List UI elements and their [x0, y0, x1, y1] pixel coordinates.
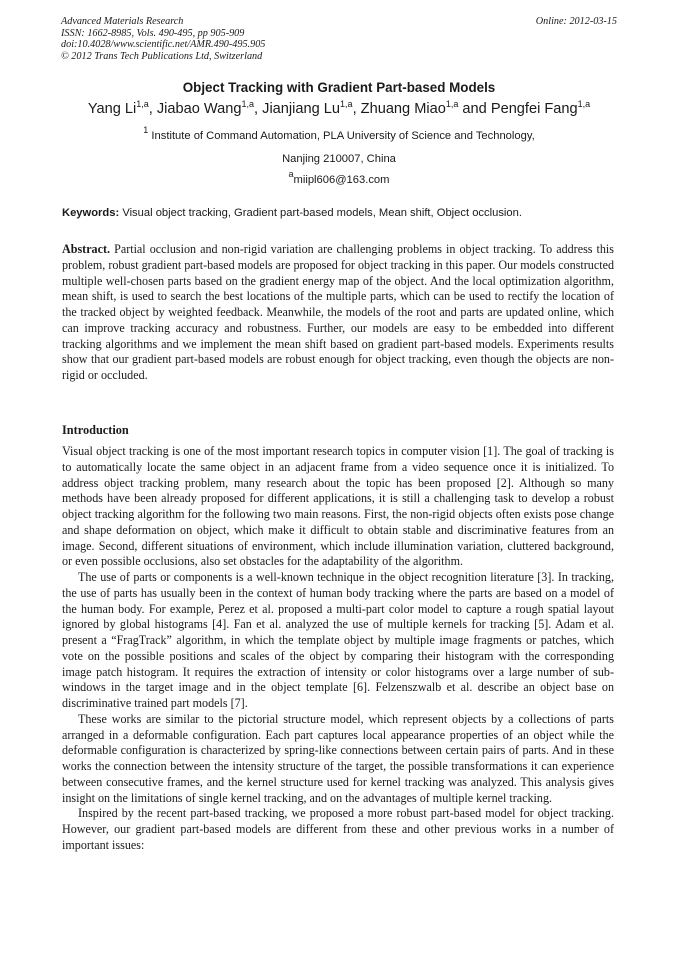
paper-title: Object Tracking with Gradient Part-based Models [182, 80, 496, 95]
author-name: Zhuang Miao [360, 101, 446, 117]
author-name: Jiabao Wang [156, 101, 242, 117]
author-affiliation-mark: 1,a [445, 99, 459, 109]
email-mark: a [288, 169, 294, 179]
abstract-label: Abstract. [62, 242, 111, 256]
keywords [62, 207, 618, 219]
author-name: Yang Li [87, 101, 137, 117]
affiliation-institute: Institute of Command Automation, PLA University of Science and Technology, [151, 130, 535, 142]
paragraph: Visual object tracking is one of the most important research topics in computer vision [1]. The goal of tracking is to automatically locate the same object in an adjacent frame from a video sequence once it is initialized. To address object tracking problem, many research about the topic has been proposed [2]. Although so many methods have been already proposed for different applications, it is still a challenging task to develop a robust object tracking algorithm for the following two main reasons. First, the non-rigid objects often exists pose change and shape deformation on object, which make it difficult to obtain stable and discriminative features from an image. Second, different situations of environment, which include illumination variation, cluttered background, or even possible occlusions, also set obstacles for the adaptability of the algorithm. [62, 444, 614, 569]
online-date: Online: 2012-03-15 [535, 16, 617, 27]
keywords-label: Keywords: [62, 207, 120, 219]
journal-name: Advanced Materials Research [61, 16, 184, 27]
author-affiliation-mark: 1,a [241, 99, 255, 109]
author-email[interactable]: miipl606@163.com [293, 174, 390, 186]
journal-doi[interactable]: doi:10.4028/www.scientific.net/AMR.490-495.905 [61, 39, 266, 50]
author-affiliation-mark: 1,a [577, 99, 591, 109]
abstract [62, 242, 614, 384]
author-name: Pengfei Fang [490, 101, 578, 117]
journal-copyright: © 2012 Trans Tech Publications Ltd, Switzerland [61, 50, 263, 62]
affiliation-city: Nanjing 210007, China [282, 153, 396, 165]
author-list: Yang Li$^{1,a}$, Jiabao Wang$^{1,a}$, Jianjiang Lu$^{1,a}$, Zhuang Miao$^{1,a}$ and Pengfei Fang$^{1,a}$ [87, 99, 591, 117]
author-affiliation-mark: 1,a [136, 99, 149, 109]
journal-issn: ISSN: 1662-8985, Vols. 490-495, pp 905-909 [61, 27, 245, 39]
abstract-text: Partial occlusion and non-rigid variation are challenging problems in object tracking. To address this problem, robust gradient part-based models are proposed for object tracking in this paper. Our models constructed multiple well-chosen parts based on the gradient energy map of the object. And the local optimization algorithm, mean shift, is used to search the best locations of the multiple parts, which can be used to rectify the location of the tracked object by weighted feedback. Meanwhile, the models of the root and parts are updated online, which can improve tracking accuracy and robustness. Further, our models are easy to be embedded into different tracking algorithms and we implement the mean shift based on gradient part-based models. Experiments results show that our gradient part-based models are robust enough for object tracking, even though the objects are non-rigid or occluded. [62, 242, 614, 382]
introduction-body [62, 444, 614, 854]
keywords-text: Visual object tracking, Gradient part-based models, Mean shift, Object occlusion. [122, 207, 522, 219]
affiliation-email-line [0, 169, 678, 186]
author-affiliation-mark: 1,a [340, 99, 353, 109]
paragraph: Inspired by the recent part-based tracking, we proposed a more robust part-based model for object tracking. However, our gradient part-based models are different from these and other previous works in a number of important issues: [62, 806, 614, 852]
section-heading-introduction: Introduction [62, 423, 129, 437]
affiliation-mark: 1 [143, 125, 149, 135]
paragraph: The use of parts or components is a well-known technique in the object recognition literature [3]. In tracking, the use of parts has usually been in the context of human body tracking where the parts are based on a model of the human body. For example, Perez et al. proposed a multi-part color model to capture a rough spatial layout ignored by global histograms [4]. Fan et al. analyzed the use of multiple kernels for tracking [5]. Adam et al. present a “FragTrack” algorithm, in which the template object by multiple image fragments or patches, which vote on the possible positions and scales of the object by comparing their histogram with the corresponding image patch histogram. It requires the extraction of intensity or color histograms over a large number of sub-windows in the target image and in the object template [6]. Felzenszwalb et al. describe an object base on discriminative trained part models [7]. [62, 570, 614, 710]
journal-header [61, 16, 617, 62]
affiliation-line [0, 125, 678, 142]
paragraph: These works are similar to the pictorial structure model, which represent objects by a collections of parts arranged in a deformable configuration. Each part captures local appearance properties of an object while the deformable configuration is characterized by spring-like connections between certain pairs of parts. And in these works the connection between the intensity structure of the target, the possible transformations it can experience between consecutive frames, and the kernel structure used for kernel tracking was analyzed. This analysis gives insight on the limitations of single kernel tracking, and on the advantages of multiple kernel tracking. [62, 711, 614, 805]
author-name: Jianjiang Lu [262, 101, 341, 117]
